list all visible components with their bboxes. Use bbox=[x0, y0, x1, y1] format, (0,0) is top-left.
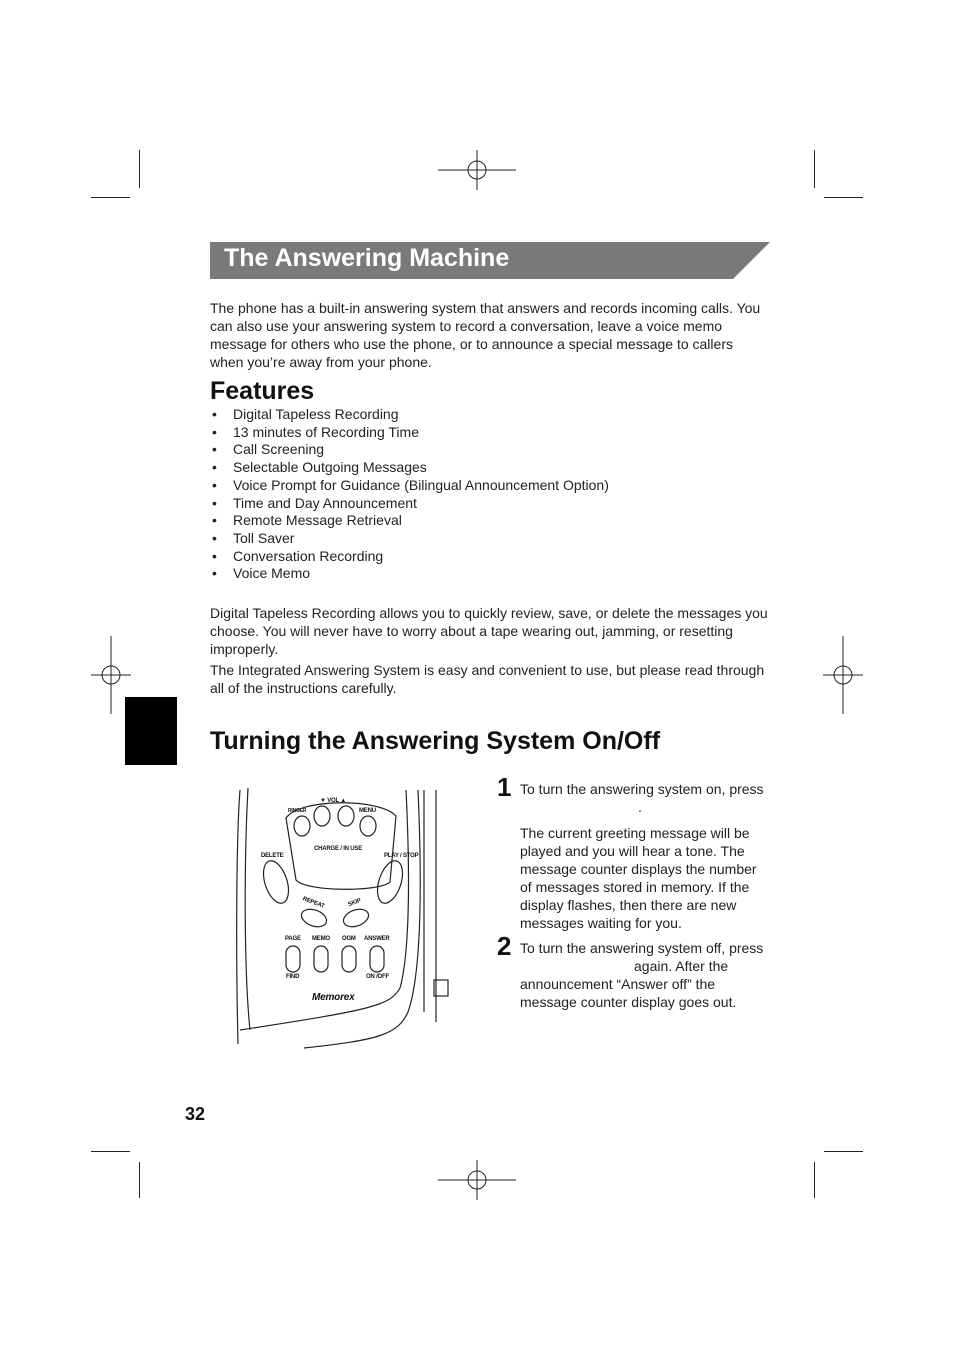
section-heading: Turning the Answering System On/Off bbox=[210, 727, 661, 755]
phone-outline-icon bbox=[230, 782, 460, 1054]
registration-mark-icon bbox=[823, 636, 863, 714]
charge-label: CHARGE / IN USE bbox=[314, 846, 363, 852]
delete-label: DELETE bbox=[261, 853, 284, 859]
integrated-paragraph: The Integrated Answering System is easy and convenient to use, but please read through all of the instructions carefully. bbox=[210, 662, 765, 696]
features-heading: Features bbox=[210, 377, 315, 405]
step-text: The current greeting message will be played and you will hear a tone. The message counter displays the number of messages stored in memory. If the display flashes, then there are new messages waiting for you. bbox=[520, 825, 757, 931]
find-label: FIND bbox=[286, 974, 300, 980]
play-stop-label: PLAY / STOP bbox=[384, 853, 419, 859]
vol-label: ▼ VOL ▲ bbox=[320, 798, 347, 804]
brand-logo: Memorex bbox=[312, 992, 355, 1003]
repeat-label: REPEAT bbox=[301, 896, 326, 910]
ringer-label: RINGER bbox=[288, 808, 307, 814]
crop-mark bbox=[824, 197, 863, 198]
crop-mark bbox=[814, 150, 815, 188]
menu-label: MENU bbox=[359, 808, 376, 814]
crop-mark bbox=[814, 1162, 815, 1198]
step-text-part: . bbox=[638, 799, 642, 815]
crop-mark bbox=[91, 1151, 130, 1152]
registration-mark-icon bbox=[438, 150, 516, 190]
phone-base-illustration bbox=[230, 782, 460, 1054]
features-list bbox=[210, 406, 609, 583]
ogm-label: OGM bbox=[342, 936, 356, 942]
crop-mark bbox=[91, 197, 130, 198]
list-item: • Conversation Recording bbox=[210, 548, 609, 566]
list-item: • Remote Message Retrieval bbox=[210, 512, 609, 530]
list-item: • Toll Saver bbox=[210, 530, 609, 548]
crop-mark bbox=[139, 150, 140, 188]
page-title: The Answering Machine bbox=[224, 244, 510, 272]
crop-mark bbox=[824, 1151, 863, 1152]
answer-label: ANSWER bbox=[364, 936, 390, 942]
step-text bbox=[520, 780, 770, 816]
page-number: 32 bbox=[185, 1104, 206, 1124]
step-text bbox=[520, 939, 770, 1011]
list-item: • Voice Prompt for Guidance (Bilingual Announcement Option) bbox=[210, 477, 609, 495]
list-item: • Digital Tapeless Recording bbox=[210, 406, 609, 424]
step-number: 2 bbox=[497, 931, 512, 961]
skip-label: SKIP bbox=[347, 897, 362, 909]
crop-mark bbox=[139, 1162, 140, 1198]
list-item: • Time and Day Announcement bbox=[210, 495, 609, 513]
list-item: • Call Screening bbox=[210, 441, 609, 459]
section-banner bbox=[210, 242, 770, 279]
tapeless-paragraph: Digital Tapeless Recording allows you to quickly review, save, or delete the messages you choose. You will never have to worry about a tape wearing out, jamming, or resetting improperly. bbox=[210, 605, 768, 657]
page-label: PAGE bbox=[285, 936, 301, 942]
step-text-part: To turn the answering system on, press bbox=[520, 781, 764, 797]
step-text-part: To turn the answering system off, press bbox=[520, 940, 764, 956]
on-off-label: ON /OFF bbox=[366, 974, 389, 980]
intro-paragraph: The phone has a built-in answering system that answers and records incoming calls. You can also use your answering system to record a conversation, leave a voice memo message for others who use the phone, or to announce a special message to callers when you’re away from your phone. bbox=[210, 300, 761, 370]
chapter-tab bbox=[125, 697, 177, 765]
step-number: 1 bbox=[497, 772, 512, 802]
memo-label: MEMO bbox=[312, 936, 330, 942]
registration-mark-icon bbox=[438, 1160, 516, 1200]
list-item: • 13 minutes of Recording Time bbox=[210, 424, 609, 442]
list-item: • Voice Memo bbox=[210, 565, 609, 583]
list-item: • Selectable Outgoing Messages bbox=[210, 459, 609, 477]
step-text-part: again. After the announcement “Answer off” the message counter display goes out. bbox=[520, 958, 737, 1010]
